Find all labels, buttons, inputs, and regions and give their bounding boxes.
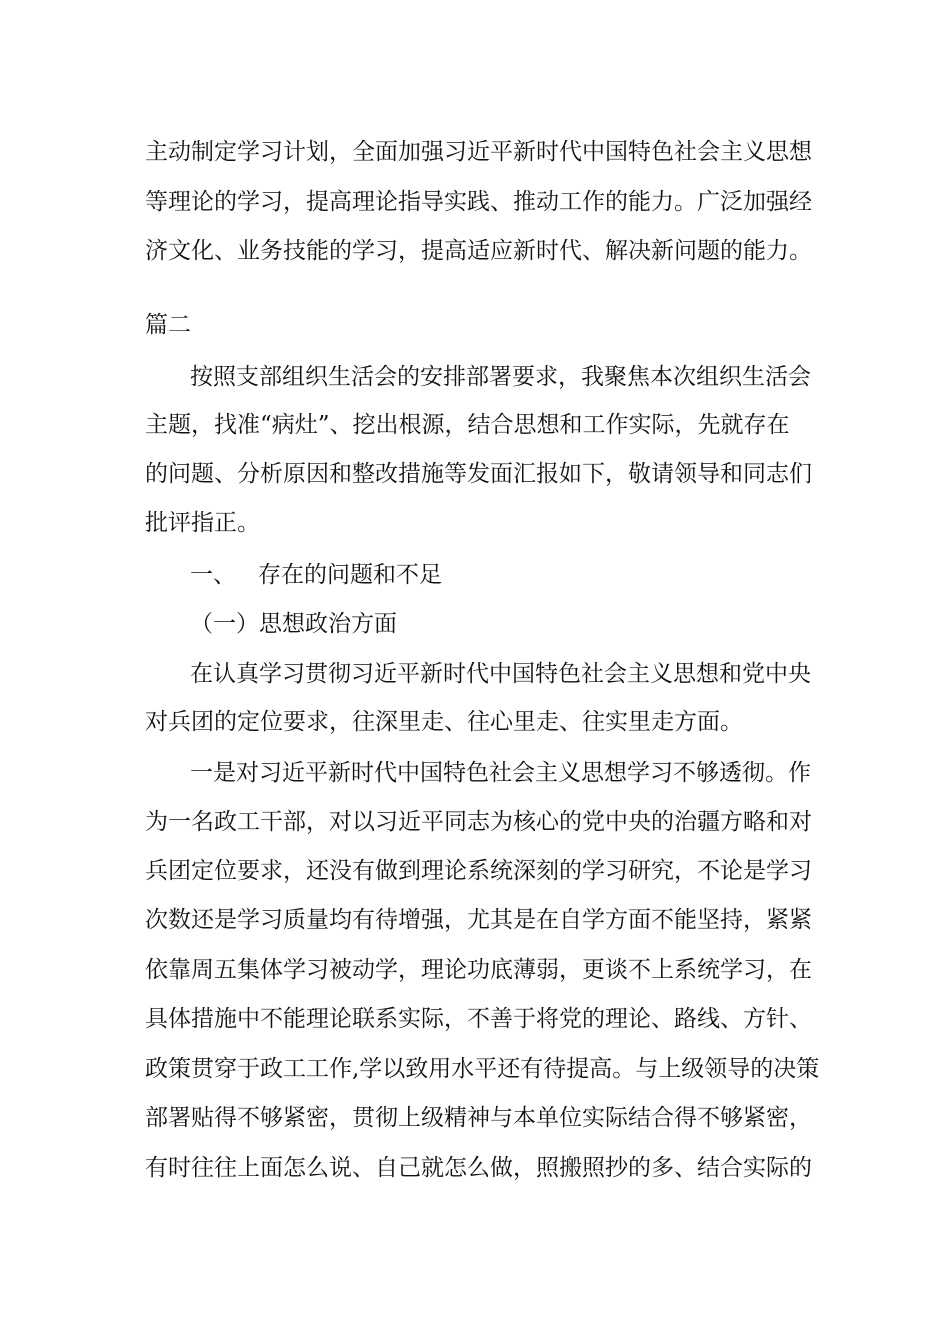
heading-number: 一、 xyxy=(190,562,236,588)
continuation-line: 主动制定学习计划，全面加强习近平新时代中国特色社会主义思想 xyxy=(145,139,812,165)
paragraph-line: 一是对习近平新时代中国特色社会主义思想学习不够透彻。作 xyxy=(190,760,811,786)
heading-level-2: （一）思想政治方面 xyxy=(190,611,397,637)
intro-line: 主题，找准“病灶”、挖出根源，结合思想和工作实际，先就存在 xyxy=(145,412,790,438)
paragraph-line: 对兵团的定位要求，往深里走、往心里走、往实里走方面。 xyxy=(145,709,743,735)
heading-level-1 xyxy=(190,560,442,590)
section-label: 篇二 xyxy=(145,312,191,338)
continuation-line: 等理论的学习，提高理论指导实践、推动工作的能力。广泛加强经 xyxy=(145,189,812,215)
continuation-line: 济文化、业务技能的学习，提高适应新时代、解决新问题的能力。 xyxy=(145,238,812,264)
intro-line: 按照支部组织生活会的安排部署要求，我聚焦本次组织生活会 xyxy=(190,364,811,390)
paragraph-line: 次数还是学习质量均有待增强，尤其是在自学方面不能坚持，紧紧 xyxy=(145,907,812,933)
paragraph-line: 依靠周五集体学习被动学，理论功底薄弱，更谈不上系统学习，在 xyxy=(145,957,812,983)
paragraph-line: 部署贴得不够紧密，贯彻上级精神与本单位实际结合得不够紧密， xyxy=(145,1105,812,1131)
paragraph-line: 兵团定位要求，还没有做到理论系统深刻的学习研究，不论是学习 xyxy=(145,858,812,884)
paragraph-line: 政策贯穿于政工工作,学以致用水平还有待提高。与上级领导的决策 xyxy=(145,1056,820,1082)
paragraph-line: 在认真学习贯彻习近平新时代中国特色社会主义思想和党中央 xyxy=(190,661,811,687)
heading-text: 存在的问题和不足 xyxy=(258,562,442,588)
paragraph-line: 有时往往上面怎么说、自己就怎么做，照搬照抄的多、结合实际的 xyxy=(145,1155,812,1181)
paragraph-line: 具体措施中不能理论联系实际，不善于将党的理论、路线、方针、 xyxy=(145,1006,812,1032)
intro-line: 批评指正。 xyxy=(145,510,260,536)
paragraph-line: 为一名政工干部，对以习近平同志为核心的党中央的治疆方略和对 xyxy=(145,809,812,835)
intro-line: 的问题、分析原因和整改措施等发面汇报如下，敬请领导和同志们 xyxy=(145,461,812,487)
